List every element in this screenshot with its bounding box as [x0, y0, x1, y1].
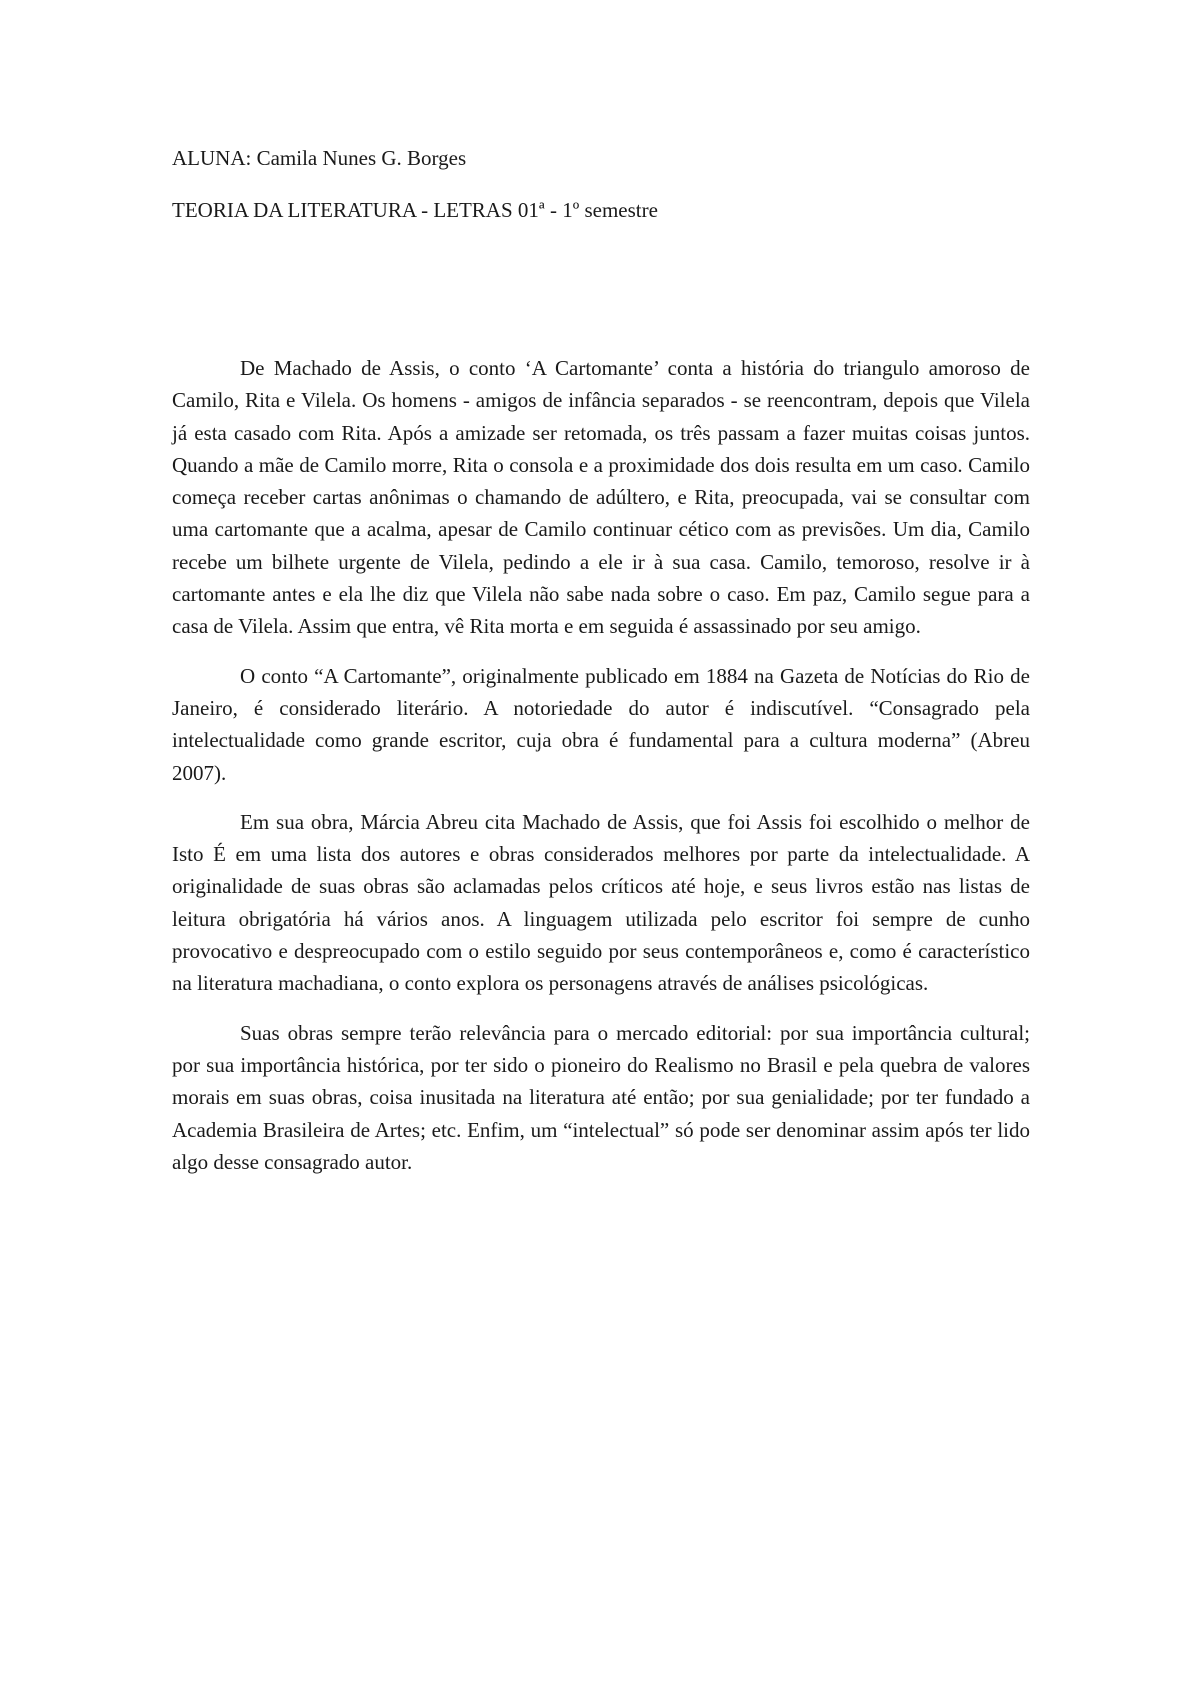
paragraph-summary: De Machado de Assis, o conto ‘A Cartomante’ conta a história do triangulo amoroso de Camilo, Rita e Vilela. Os homens - amigos de infância separados - se reencontram, depois que Vilela já esta casado com Rita. Após a amizade ser retomada, os três passam a fazer muitas coisas juntos. Quando a mãe de Camilo morre, Rita o consola e a proximidade dos dois resulta em um caso. Camilo começa receber cartas anônimas o chamando de adúltero, e Rita, preocupada, vai se consultar com uma cartomante que a acalma, apesar de Camilo continuar cético com as previsões. Um dia, Camilo recebe um bilhete urgente de Vilela, pedindo a ele ir à sua casa. Camilo, temoroso, resolve ir à cartomante antes e ela lhe diz que Vilela não sabe nada sobre o caso. Em paz, Camilo segue para a casa de Vilela. Assim que entra, vê Rita morta e em seguida é assassinado por seu amigo. [172, 356, 1030, 639]
student-name-line: ALUNA: Camila Nunes G. Borges [172, 146, 467, 170]
paragraph-abreu: Em sua obra, Márcia Abreu cita Machado de Assis, que foi Assis foi escolhido o melhor de Isto É em uma lista dos autores e obras considerados melhores por parte da intelectualidade. A originalidade de suas obras são aclamadas pelos críticos até hoje, e seus livros estão nas listas de leitura obrigatória há vários anos. A linguagem utilizada pelo escritor foi sempre de cunho provocativo e despreocupado com o estilo seguido por seus contemporâneos e, como é característico na literatura machadiana, o conto explora os personagens através de análises psicológicas. [172, 809, 1030, 996]
paragraph-publication: O conto “A Cartomante”, originalmente publicado em 1884 na Gazeta de Notícias do Rio de Janeiro, é considerado literário. A notoriedade do autor é indiscutível. “Consagrado pela intelectualidade como grande escritor, cuja obra é fundamental para a cultura moderna” (Abreu 2007). [172, 663, 1030, 785]
course-line: TEORIA DA LITERATURA - LETRAS 01ª - 1º semestre [172, 198, 658, 222]
essay-body [172, 352, 1030, 1195]
paragraph-relevance: Suas obras sempre terão relevância para o mercado editorial: por sua importância cultural; por sua importância histórica, por ter sido o pioneiro do Realismo no Brasil e pela quebra de valores morais em suas obras, coisa inusitada na literatura até então; por sua genialidade; por ter fundado a Academia Brasileira de Artes; etc. Enfim, um “intelectual” só pode ser denominar assim após ter lido algo desse consagrado autor. [172, 1020, 1030, 1174]
